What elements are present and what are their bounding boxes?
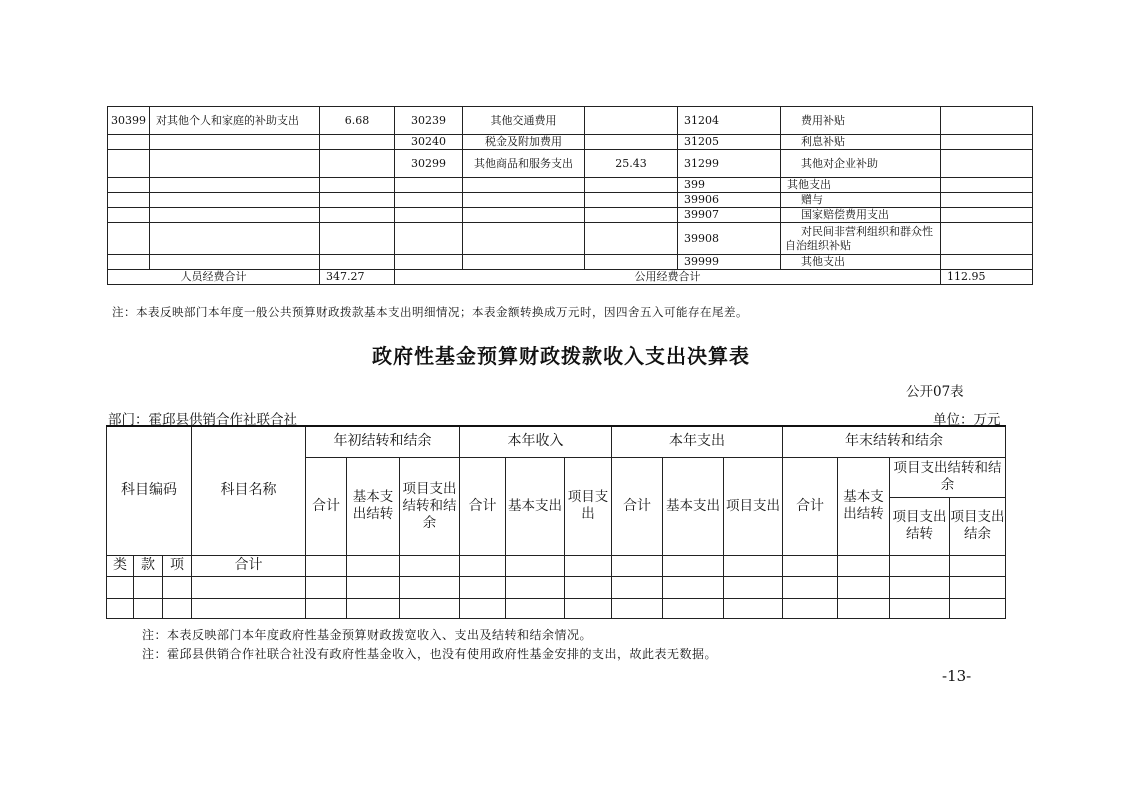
cell bbox=[941, 255, 1033, 270]
cell bbox=[585, 107, 678, 135]
cell bbox=[320, 193, 395, 208]
cell bbox=[612, 598, 663, 618]
cell bbox=[838, 576, 890, 598]
cell bbox=[463, 255, 585, 270]
page-title: 政府性基金预算财政拨款收入支出决算表 bbox=[372, 344, 750, 368]
cell bbox=[108, 223, 150, 255]
cell bbox=[108, 193, 150, 208]
cell: 对其他个人和家庭的补助支出 bbox=[150, 107, 320, 135]
cell bbox=[950, 598, 1006, 618]
cell bbox=[460, 598, 506, 618]
cell bbox=[585, 193, 678, 208]
cell bbox=[890, 598, 950, 618]
table-row bbox=[108, 150, 1033, 178]
cell bbox=[890, 576, 950, 598]
cell bbox=[107, 576, 134, 598]
cell: 税金及附加费用 bbox=[463, 135, 585, 150]
cell bbox=[108, 208, 150, 223]
department-label: 部门：霍邱县供销合作社联合社 bbox=[108, 412, 297, 428]
header-end-balance: 年末结转和结余 bbox=[783, 426, 1006, 457]
header-project-carry: 项目支出结转和结余 bbox=[400, 457, 460, 555]
cell: 31205 bbox=[678, 135, 781, 150]
cell bbox=[395, 208, 463, 223]
header-total: 合计 bbox=[612, 457, 663, 555]
personnel-total-value: 347.27 bbox=[320, 270, 395, 285]
cell bbox=[192, 576, 306, 598]
cell: 其他交通费用 bbox=[463, 107, 585, 135]
cell bbox=[506, 555, 565, 576]
cell bbox=[783, 555, 838, 576]
cell bbox=[107, 598, 134, 618]
cell: 其他支出 bbox=[781, 178, 941, 193]
cell: 25.43 bbox=[585, 150, 678, 178]
cell: 6.68 bbox=[320, 107, 395, 135]
header-row bbox=[107, 426, 1006, 457]
header-total: 合计 bbox=[783, 457, 838, 555]
cell bbox=[150, 255, 320, 270]
cell bbox=[941, 223, 1033, 255]
cell bbox=[108, 135, 150, 150]
cell bbox=[150, 150, 320, 178]
cell: 其他商品和服务支出 bbox=[463, 150, 585, 178]
header-basic-carry: 基本支出结转 bbox=[347, 457, 400, 555]
cell bbox=[463, 193, 585, 208]
cell bbox=[400, 555, 460, 576]
cell bbox=[320, 150, 395, 178]
header-item: 项 bbox=[163, 555, 192, 576]
personnel-total-label: 人员经费合计 bbox=[108, 270, 320, 285]
cell: 费用补贴 bbox=[781, 107, 941, 135]
cell: 国家赔偿费用支出 bbox=[781, 208, 941, 223]
cell bbox=[320, 255, 395, 270]
row-total-label: 合计 bbox=[192, 555, 306, 576]
table-row bbox=[108, 178, 1033, 193]
cell bbox=[163, 598, 192, 618]
cell bbox=[838, 598, 890, 618]
cell bbox=[108, 255, 150, 270]
cell bbox=[395, 255, 463, 270]
cell bbox=[941, 178, 1033, 193]
header-project-end: 项目支出结转和结余 bbox=[890, 457, 1006, 497]
cell bbox=[565, 555, 612, 576]
cell bbox=[460, 555, 506, 576]
cell bbox=[950, 555, 1006, 576]
cell bbox=[150, 178, 320, 193]
cell bbox=[663, 576, 724, 598]
cell bbox=[724, 598, 783, 618]
cell bbox=[108, 178, 150, 193]
header-total: 合计 bbox=[460, 457, 506, 555]
cell bbox=[347, 555, 400, 576]
table-row bbox=[107, 576, 1006, 598]
cell: 其他支出 bbox=[781, 255, 941, 270]
cell bbox=[941, 135, 1033, 150]
cell bbox=[150, 208, 320, 223]
header-category: 类 bbox=[107, 555, 134, 576]
cell: 30240 bbox=[395, 135, 463, 150]
cell bbox=[463, 178, 585, 193]
cell: 39908 bbox=[678, 223, 781, 255]
cell bbox=[347, 576, 400, 598]
cell bbox=[150, 193, 320, 208]
public-total-value: 112.95 bbox=[941, 270, 1033, 285]
cell bbox=[783, 598, 838, 618]
cell: 31204 bbox=[678, 107, 781, 135]
header-section: 款 bbox=[134, 555, 163, 576]
cell bbox=[320, 135, 395, 150]
cell bbox=[347, 598, 400, 618]
cell bbox=[941, 193, 1033, 208]
cell: 利息补贴 bbox=[781, 135, 941, 150]
header-project-exp: 项目支出 bbox=[565, 457, 612, 555]
cell bbox=[724, 555, 783, 576]
table2-note-2: 注：霍邱县供销合作社联合社没有政府性基金收入，也没有使用政府性基金安排的支出，故此表无数据。 bbox=[142, 647, 718, 661]
cell bbox=[320, 178, 395, 193]
cell bbox=[950, 576, 1006, 598]
cell bbox=[320, 208, 395, 223]
cell bbox=[506, 576, 565, 598]
cell bbox=[400, 576, 460, 598]
table-row bbox=[108, 255, 1033, 270]
cell bbox=[463, 208, 585, 223]
table-row bbox=[108, 223, 1033, 255]
table-row bbox=[108, 208, 1033, 223]
header-basic-exp: 基本支出 bbox=[506, 457, 565, 555]
cell bbox=[783, 576, 838, 598]
cell: 对民间非营利组织和群众性自治组织补贴 bbox=[781, 223, 941, 255]
cell bbox=[506, 598, 565, 618]
cell bbox=[585, 178, 678, 193]
table-row bbox=[107, 555, 1006, 576]
cell bbox=[612, 555, 663, 576]
table-row bbox=[108, 135, 1033, 150]
cell bbox=[134, 576, 163, 598]
cell: 31299 bbox=[678, 150, 781, 178]
header-expense: 本年支出 bbox=[612, 426, 783, 457]
cell bbox=[395, 193, 463, 208]
cell bbox=[585, 208, 678, 223]
cell bbox=[150, 223, 320, 255]
cell bbox=[320, 223, 395, 255]
header-total: 合计 bbox=[306, 457, 347, 555]
header-basic-exp: 基本支出 bbox=[663, 457, 724, 555]
header-subject-code: 科目编码 bbox=[107, 426, 192, 555]
table1-note: 注：本表反映部门本年度一般公共预算财政拨款基本支出明细情况；本表金额转换成万元时，因四舍五入可能存在尾差。 bbox=[112, 305, 748, 319]
cell bbox=[941, 107, 1033, 135]
cell: 39999 bbox=[678, 255, 781, 270]
unit-label: 单位：万元 bbox=[933, 412, 1001, 428]
cell: 39906 bbox=[678, 193, 781, 208]
cell bbox=[192, 598, 306, 618]
header-income: 本年收入 bbox=[460, 426, 612, 457]
cell bbox=[400, 598, 460, 618]
table2-note-1: 注：本表反映部门本年度政府性基金预算财政拨宽收入、支出及结转和结余情况。 bbox=[142, 628, 593, 642]
table-row bbox=[108, 107, 1033, 135]
cell bbox=[150, 135, 320, 150]
cell bbox=[163, 576, 192, 598]
cell bbox=[565, 576, 612, 598]
header-project-end-surplus: 项目支出结余 bbox=[950, 497, 1006, 555]
table-total-row bbox=[108, 270, 1033, 285]
public-total-label: 公用经费合计 bbox=[395, 270, 941, 285]
cell: 30239 bbox=[395, 107, 463, 135]
table-row bbox=[108, 193, 1033, 208]
cell bbox=[463, 223, 585, 255]
cell: 39907 bbox=[678, 208, 781, 223]
cell bbox=[585, 255, 678, 270]
header-begin-balance: 年初结转和结余 bbox=[306, 426, 460, 457]
cell: 其他对企业补助 bbox=[781, 150, 941, 178]
cell bbox=[395, 223, 463, 255]
cell bbox=[941, 208, 1033, 223]
cell: 赠与 bbox=[781, 193, 941, 208]
cell bbox=[724, 576, 783, 598]
cell bbox=[612, 576, 663, 598]
cell bbox=[585, 135, 678, 150]
header-project-exp: 项目支出 bbox=[724, 457, 783, 555]
header-project-end-carry: 项目支出结转 bbox=[890, 497, 950, 555]
page-number: -13- bbox=[942, 667, 972, 685]
cell bbox=[838, 555, 890, 576]
cell bbox=[306, 598, 347, 618]
cell bbox=[565, 598, 612, 618]
cell bbox=[306, 576, 347, 598]
header-basic-carry: 基本支出结转 bbox=[838, 457, 890, 555]
cell bbox=[108, 150, 150, 178]
cell: 30399 bbox=[108, 107, 150, 135]
government-fund-table bbox=[106, 425, 1006, 619]
cell bbox=[890, 555, 950, 576]
cell bbox=[395, 178, 463, 193]
cell bbox=[663, 598, 724, 618]
cell: 30299 bbox=[395, 150, 463, 178]
cell: 399 bbox=[678, 178, 781, 193]
cell bbox=[306, 555, 347, 576]
header-subject-name: 科目名称 bbox=[192, 426, 306, 555]
cell bbox=[941, 150, 1033, 178]
cell bbox=[134, 598, 163, 618]
cell bbox=[663, 555, 724, 576]
basic-expense-detail-table bbox=[107, 106, 1033, 285]
table-row bbox=[107, 598, 1006, 618]
cell bbox=[585, 223, 678, 255]
table-code: 公开07表 bbox=[906, 384, 964, 400]
cell bbox=[460, 576, 506, 598]
